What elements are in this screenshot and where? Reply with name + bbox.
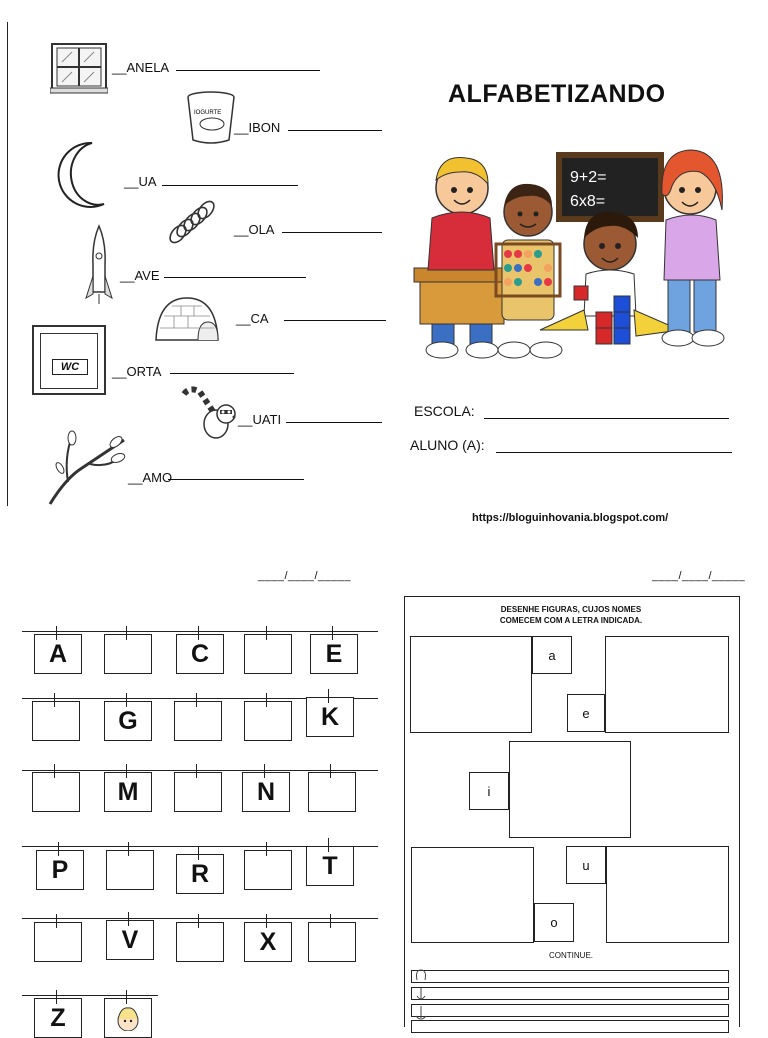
letter-box-u: u xyxy=(566,846,606,884)
writing-line-2[interactable] xyxy=(411,987,729,1000)
clothespin xyxy=(126,626,127,640)
raccoon-icon xyxy=(180,384,240,442)
writing-line-3[interactable] xyxy=(411,1004,729,1017)
answer-line-anela[interactable] xyxy=(176,70,320,71)
writing-line-1[interactable] xyxy=(411,970,729,983)
letter-card[interactable]: R xyxy=(176,854,224,894)
letter-card[interactable]: M xyxy=(104,772,152,812)
clothespin xyxy=(328,838,329,852)
clothesline-5 xyxy=(22,918,378,919)
word-orta: __ORTA xyxy=(112,364,162,379)
letter-card[interactable]: N xyxy=(242,772,290,812)
letter-box-a: a xyxy=(532,636,572,674)
word-ave: __AVE xyxy=(120,268,160,283)
letter-card[interactable] xyxy=(244,850,292,890)
clothespin xyxy=(128,912,129,926)
letter-card[interactable] xyxy=(32,772,80,812)
clothesline-3 xyxy=(22,770,378,771)
clothespin xyxy=(56,990,57,1004)
instruction-line-2: COMECEM COM A LETRA INDICADA. xyxy=(499,616,643,625)
branch-icon xyxy=(46,428,128,506)
cursive-letter-guides xyxy=(413,966,429,1024)
worksheet-border xyxy=(7,22,8,506)
clothespin xyxy=(58,842,59,856)
clothespin xyxy=(56,914,57,928)
clothespin xyxy=(54,764,55,778)
clothespin xyxy=(198,626,199,640)
letter-card[interactable] xyxy=(32,701,80,741)
clothespin xyxy=(56,626,57,640)
window-icon xyxy=(50,42,108,94)
cup-label: IOGURTE xyxy=(194,110,222,116)
letter-box-e: e xyxy=(567,694,605,732)
date-right[interactable]: ____/____/_____ xyxy=(652,570,746,582)
answer-line-orta[interactable] xyxy=(170,373,294,374)
children-classroom-illustration xyxy=(410,140,732,370)
clothespin xyxy=(128,842,129,856)
moon-icon xyxy=(52,140,108,210)
letter-card[interactable] xyxy=(244,634,292,674)
chalkboard-line-1: 9+2= xyxy=(570,169,607,186)
letter-card[interactable] xyxy=(174,772,222,812)
letter-box-o: o xyxy=(534,903,574,942)
answer-line-ola[interactable] xyxy=(282,232,382,233)
igloo-icon xyxy=(154,294,220,342)
clothespin xyxy=(266,914,267,928)
letter-card[interactable]: Z xyxy=(34,998,82,1038)
drawing-box-o[interactable] xyxy=(411,847,534,943)
clothespin xyxy=(126,764,127,778)
letter-card[interactable]: K xyxy=(306,697,354,737)
letter-card[interactable]: A xyxy=(34,634,82,674)
word-anela: __ANELA xyxy=(112,60,170,75)
answer-line-uati[interactable] xyxy=(286,422,382,423)
instruction-line-1: DESENHE FIGURAS, CUJOS NOMES xyxy=(500,605,642,614)
student-label: ALUNO (A): xyxy=(410,437,485,453)
student-field[interactable] xyxy=(496,452,732,453)
word-ca: __CA xyxy=(236,311,269,326)
writing-line-4[interactable] xyxy=(411,1020,729,1033)
drawing-box-e[interactable] xyxy=(605,636,729,733)
word-ua: __UA xyxy=(124,174,157,189)
clothespin xyxy=(126,693,127,707)
letter-card[interactable]: E xyxy=(310,634,358,674)
clothespin xyxy=(196,693,197,707)
word-amo: __AMO xyxy=(128,470,173,485)
clothespin xyxy=(264,764,265,778)
word-ibon: __IBON xyxy=(234,120,281,135)
rocket-icon xyxy=(84,224,114,308)
clothespin xyxy=(196,764,197,778)
answer-line-ua[interactable] xyxy=(162,185,298,186)
blog-url[interactable]: https://bloguinhovania.blogspot.com/ xyxy=(472,512,669,524)
clothespin xyxy=(330,764,331,778)
letter-card[interactable]: P xyxy=(36,850,84,890)
answer-line-ave[interactable] xyxy=(164,277,306,278)
clothesline-1 xyxy=(22,631,378,632)
mascot-face-icon xyxy=(113,1005,143,1031)
drawing-box-i[interactable] xyxy=(509,741,631,838)
letter-card[interactable]: X xyxy=(244,922,292,962)
drawing-box-a[interactable] xyxy=(410,636,532,733)
door-icon xyxy=(32,325,106,395)
letter-card[interactable] xyxy=(104,634,152,674)
school-label: ESCOLA: xyxy=(414,403,475,419)
draw-instruction xyxy=(404,604,738,626)
letter-card[interactable] xyxy=(106,850,154,890)
clothespin xyxy=(126,990,127,1004)
letter-card[interactable]: G xyxy=(104,701,152,741)
letter-card[interactable] xyxy=(308,922,356,962)
clothespin xyxy=(328,689,329,703)
letter-card[interactable] xyxy=(34,922,82,962)
answer-line-amo[interactable] xyxy=(168,479,304,480)
clothespin xyxy=(330,914,331,928)
drawing-box-u[interactable] xyxy=(606,846,729,943)
answer-line-ca[interactable] xyxy=(284,320,386,321)
mascot-card[interactable] xyxy=(104,998,152,1038)
letter-card[interactable] xyxy=(308,772,356,812)
yogurt-cup-icon xyxy=(186,90,236,146)
word-ola: __OLA xyxy=(234,222,275,237)
letter-card[interactable] xyxy=(174,701,222,741)
chalkboard-line-2: 6x8= xyxy=(570,193,606,210)
clothespin xyxy=(332,626,333,640)
cover-title: ALFABETIZANDO xyxy=(448,80,666,108)
clothespin xyxy=(54,693,55,707)
clothesline-6 xyxy=(22,995,158,996)
letter-card[interactable] xyxy=(176,922,224,962)
letter-card[interactable] xyxy=(244,701,292,741)
continue-label: CONTINUE. xyxy=(549,951,593,960)
date-left[interactable]: ____/____/_____ xyxy=(258,570,352,582)
clothespin xyxy=(266,693,267,707)
answer-line-ibon[interactable] xyxy=(288,130,382,131)
letter-card[interactable]: V xyxy=(106,920,154,960)
wc-sign: WC xyxy=(52,359,88,375)
clothespin xyxy=(266,626,267,640)
letter-card[interactable]: C xyxy=(176,634,224,674)
clothespin xyxy=(198,914,199,928)
spring-icon xyxy=(168,198,222,246)
letter-box-i: i xyxy=(469,772,509,810)
word-uati: __UATI xyxy=(238,412,282,427)
clothespin xyxy=(198,846,199,860)
school-field[interactable] xyxy=(484,418,729,419)
clothespin xyxy=(266,842,267,856)
letter-card[interactable]: T xyxy=(306,846,354,886)
